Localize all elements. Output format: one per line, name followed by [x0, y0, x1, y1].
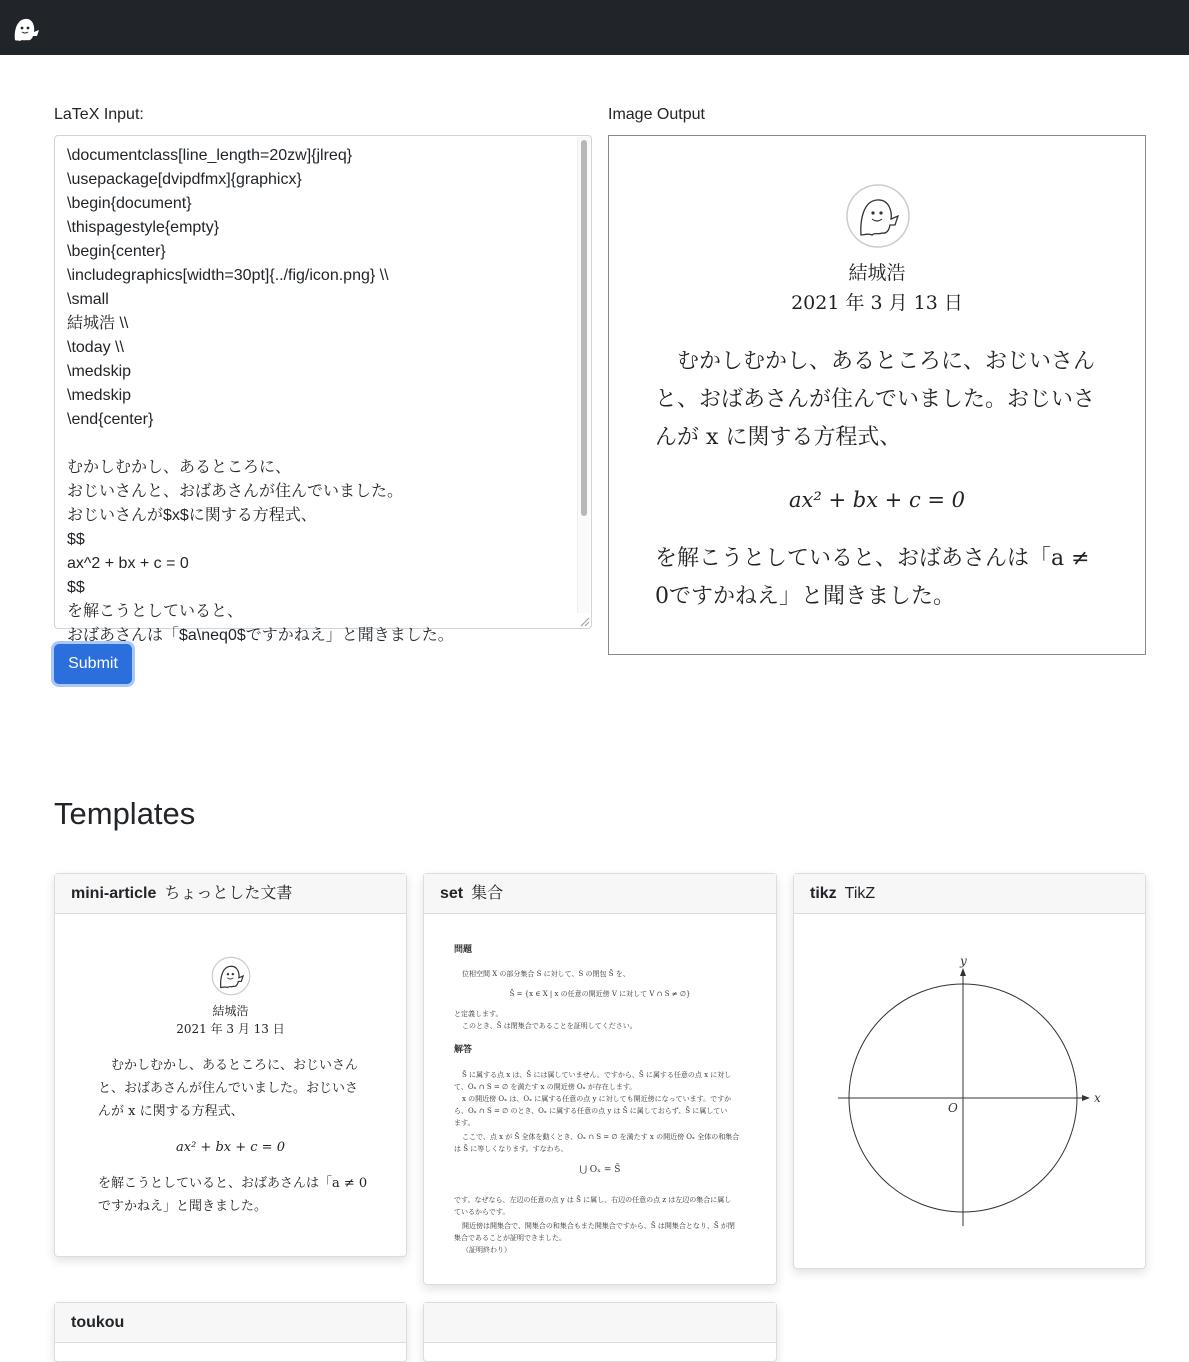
navbar [0, 0, 1189, 55]
set-line: は S̄ に等しくなります。すなわち、 [454, 1145, 568, 1153]
set-heading-problem: 問題 [454, 945, 473, 955]
template-preview[interactable] [424, 914, 776, 1284]
preview-equation: ax² + bx + c = 0 [176, 1140, 285, 1155]
output-paragraph-2: を解こうとしていると、おばあさんは「a ≠ 0ですかねえ」と聞きました。 [655, 546, 1090, 609]
templates-heading: Templates [54, 796, 196, 831]
output-equation: ax² + bx + c = 0 [788, 488, 966, 512]
set-line: （証明終わり） [462, 1246, 511, 1254]
set-line: ら、Oₓ ∩ S = ∅ のとき、Oₓ に属する任意の点 y は S̄ に属しておらず、S̄ に属してい [454, 1107, 728, 1115]
card-header [55, 1303, 406, 1343]
template-name: toukou [71, 1314, 125, 1331]
set-line: S̄ に属する点 x は、S̄ には属していません。ですから、S̄ に属する任意の点 x に対し [462, 1071, 732, 1079]
y-axis-label: y [960, 954, 967, 968]
template-card[interactable] [423, 1302, 777, 1362]
set-line: ているからです。 [454, 1208, 510, 1216]
textarea-scrollbar-thumb[interactable] [581, 140, 587, 516]
set-line: ここで、点 x が S̄ 全体を動くとき、Oₓ ∩ S = ∅ を満たす x の開近傍 Oₓ 全体の和集合 [462, 1133, 740, 1141]
set-formula: ⋃ Oₓ = S̄ [579, 1165, 621, 1175]
ghost-avatar-icon [845, 183, 911, 249]
template-name: mini-article [71, 885, 157, 902]
card-header [424, 1303, 776, 1343]
set-line: 位相空間 X の部分集合 S に対して、S の閉包 S̄ を、 [462, 970, 630, 978]
template-card-toukou[interactable] [54, 1302, 407, 1362]
preview-author: 結城浩 [212, 1004, 249, 1018]
preview-date: 2021 年 3 月 13 日 [176, 1022, 285, 1036]
set-line: このとき、S̄ は閉集合であることを証明してください。 [462, 1022, 637, 1030]
image-output [608, 135, 1146, 655]
latex-textarea-content[interactable]: \documentclass[line_length=20zw]{jlreq} \usepackage[dvipdfmx]{graphicx} \begin{document} \thispagestyle{empty} \begin{center} \includegraphics[width=30pt]{../fig/icon.png} \\ \small 結城浩 \\ \today \\ \medskip \medskip \end{center} むかしむかし、あるところに、 おじいさんと、おばあさんが住んでいました。 おじいさんが$x$に関する方程式、 $$ ax^2 + bx + c = 0 $$ を解こうとしていると、 おばあさんは「$a\neq0$ですかねえ」と聞きました。 [67, 147, 454, 644]
template-card-set[interactable] [423, 873, 777, 1285]
template-desc: 集合 [471, 885, 504, 902]
template-desc: ちょっとした文書 [164, 885, 293, 902]
ghost-logo-icon[interactable] [10, 14, 42, 44]
card-header [424, 874, 776, 914]
tikz-preview[interactable] [794, 914, 1147, 1270]
card-header [55, 874, 406, 914]
output-author: 結城浩 [848, 262, 906, 284]
set-formula: S̄ = {x ∈ X | x の任意の開近傍 V に対して V ∩ S ≠ ∅} [509, 990, 691, 998]
set-line: 集合であることが証明できました。 [454, 1234, 566, 1242]
template-desc: TikZ [844, 885, 876, 902]
preview-paragraph-1: むかしむかし、あるところに、おじいさんと、おばあさんが住んでいました。おじいさんが x に関する方程式、 [98, 1058, 359, 1119]
template-preview[interactable] [55, 914, 406, 1254]
template-name: tikz [810, 885, 837, 902]
origin-label: O [948, 1101, 958, 1115]
set-line: です。なぜなら、左辺の任意の点 y は S̄ に属し、右辺の任意の点 z は左辺の集合に属し [454, 1196, 732, 1204]
latex-input-label: LaTeX Input: [54, 106, 144, 123]
set-line: ます。 [454, 1119, 475, 1127]
set-line: て、Oₓ ∩ S = ∅ を満たす x の開近傍 Oₓ が存在します。 [454, 1083, 637, 1091]
latex-textarea[interactable] [54, 135, 592, 644]
set-line: x の開近傍 Oₓ は、Oₓ に属する任意の点 y に対しても開近傍になっています。ですか [462, 1095, 732, 1103]
submit-button[interactable]: Submit [54, 644, 132, 684]
preview-paragraph-2: を解こうとしていると、おばあさんは「a ≠ 0ですかねえ」と聞きました。 [98, 1176, 368, 1214]
set-heading-answer: 解答 [454, 1045, 473, 1055]
x-axis-arrow-icon [1082, 1095, 1090, 1101]
resize-grip-icon[interactable] [579, 616, 589, 626]
output-paragraph-1: むかしむかし、あるところに、おじいさんと、おばあさんが住んでいました。おじいさんが x に関する方程式、 [655, 349, 1096, 450]
template-card-mini-article[interactable] [54, 873, 407, 1257]
card-header [794, 874, 1145, 914]
y-axis-arrow-icon [960, 968, 966, 976]
set-line: 開近傍は開集合で、開集合の和集合もまた開集合ですから、S̄ は開集合となり、S̄ が閉 [462, 1222, 735, 1230]
output-date: 2021 年 3 月 13 日 [791, 292, 963, 314]
template-name: set [440, 885, 464, 902]
set-line: と定義します。 [454, 1010, 503, 1018]
x-axis-label: x [1094, 1091, 1101, 1105]
ghost-avatar-icon [211, 956, 251, 996]
template-card-tikz[interactable] [793, 873, 1146, 1269]
image-output-label: Image Output [608, 106, 705, 123]
